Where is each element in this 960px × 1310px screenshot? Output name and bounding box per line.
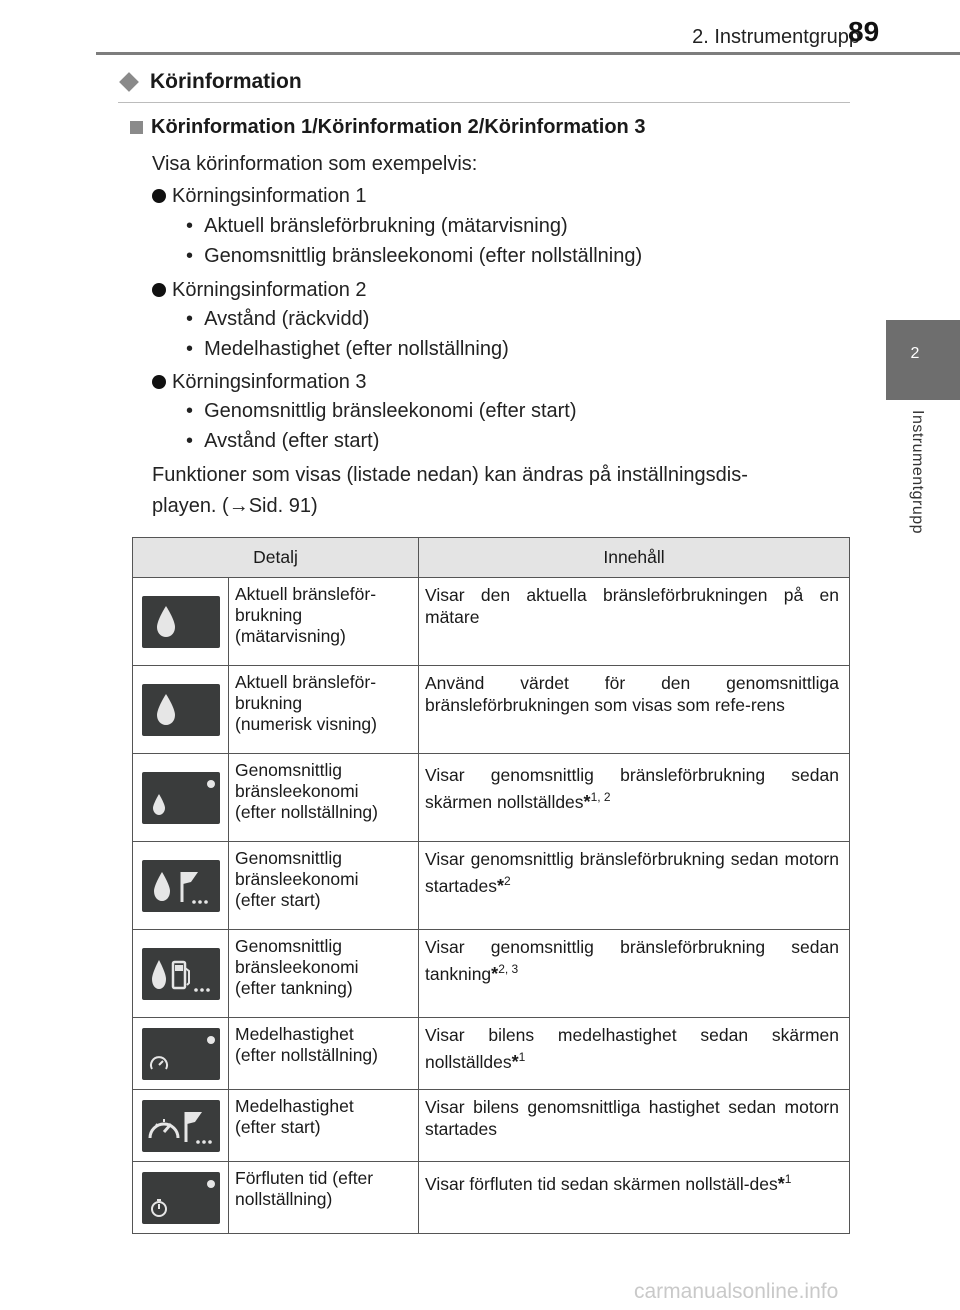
group-title: Körningsinformation 2 [172, 279, 367, 301]
footnote-asterisk: * [511, 1051, 519, 1072]
page-number: 89 [848, 16, 880, 47]
list-item: • Medelhastighet (efter nollställning) [186, 338, 509, 360]
fuel-drop-flag-icon [142, 860, 220, 912]
list-item-text: Medelhastighet (efter nollställning) [204, 338, 509, 360]
table-row [133, 754, 850, 842]
table-header-row [133, 538, 850, 578]
content-text: Visar den aktuella bränsleförbrukningen på en mätare [425, 585, 839, 627]
content-text: Visar genomsnittlig bränsleförbrukning sedan tankning [425, 937, 839, 984]
footnote-ref: 1 [518, 1050, 526, 1064]
list-item-text: Avstånd (räckvidd) [204, 308, 370, 330]
column-header-detalj: Detalj [133, 538, 419, 578]
detail-line: (mätarvisning) [235, 626, 346, 646]
footnote-ref: 2, 3 [498, 962, 519, 976]
list-item-text: Genomsnittlig bränsleekonomi (efter start) [204, 400, 577, 422]
footnote-asterisk: * [777, 1173, 785, 1194]
footnote-asterisk: * [491, 963, 499, 984]
list-item [152, 278, 367, 302]
detail-line: (efter start) [235, 1117, 321, 1137]
table-row [133, 1018, 850, 1090]
detail-line: Medelhastighet [235, 1024, 354, 1044]
footnote-ref: 2 [504, 874, 511, 888]
detail-line: (efter nollställning) [235, 802, 378, 822]
footnote-ref: 1, 2 [590, 790, 611, 804]
header-rule [96, 52, 960, 55]
bullet-dot-icon [152, 189, 166, 203]
detail-line: (efter nollställning) [235, 1045, 378, 1065]
watermark-text: carmanualsonline.info [634, 1280, 839, 1303]
detail-line: (efter tankning) [235, 978, 353, 998]
footnote-asterisk: * [496, 875, 504, 896]
note-line-1: Funktioner som visas (listade nedan) kan ändras på inställningsdis- [152, 464, 748, 486]
list-item: • Genomsnittlig bränsleekonomi (efter nollställning) [186, 245, 643, 267]
list-item: • Avstånd (räckvidd) [186, 308, 370, 330]
fuel-drop-meter-icon [142, 596, 220, 648]
footnote-ref: 1 [784, 1172, 792, 1186]
speedometer-reset-icon [142, 1028, 220, 1080]
table-row [133, 666, 850, 754]
group-title: Körningsinformation 1 [172, 185, 367, 207]
detail-line: Aktuell bränsleför- [235, 584, 377, 604]
note-line-2: playen. (→Sid. 91) [152, 495, 318, 517]
detail-line: Förfluten tid (efter [235, 1168, 374, 1188]
fuel-drop-pump-icon [142, 948, 220, 1000]
detail-line: (efter start) [235, 890, 321, 910]
detail-line: Aktuell bränsleför- [235, 672, 377, 692]
section-title [118, 70, 302, 94]
content-text: Visar genomsnittlig bränsleförbrukning sedan skärmen nollställdes [425, 765, 839, 812]
group-title: Körningsinformation 3 [172, 371, 367, 393]
content-text: Visar bilens genomsnittliga hastighet sedan motorn startades [425, 1097, 839, 1139]
column-header-innehall: Innehåll [419, 538, 850, 578]
list-item: • Aktuell bränsleförbrukning (mätarvisning) [186, 215, 568, 237]
content-text: Visar genomsnittlig bränsleförbrukning sedan motorn startades [425, 849, 839, 896]
table-row [133, 1162, 850, 1234]
section-rule [118, 102, 850, 103]
section-title-text: Körinformation [150, 70, 302, 93]
detail-line: bränsleekonomi [235, 781, 359, 801]
footnote-asterisk: * [583, 791, 591, 812]
speedometer-flag-icon [142, 1100, 220, 1152]
content-text: Visar förfluten tid sedan skärmen nollställ-des [425, 1173, 778, 1194]
stopwatch-reset-icon [142, 1172, 220, 1224]
detail-line: brukning [235, 605, 303, 625]
detail-line: brukning [235, 693, 303, 713]
content-text: Använd värdet för den genomsnittliga bränsleförbrukningen som visas som refe-rens [425, 673, 839, 715]
bullet-dot-icon [152, 375, 166, 389]
table-row [133, 930, 850, 1018]
intro-text: Visa körinformation som exempelvis: [152, 153, 478, 175]
fuel-drop-reset-icon [142, 772, 220, 824]
detail-line: Genomsnittlig [235, 760, 342, 780]
list-item: • Avstånd (efter start) [186, 430, 380, 452]
fuel-drop-numeric-icon [142, 684, 220, 736]
list-item: • Genomsnittlig bränsleekonomi (efter start) [186, 400, 577, 422]
detail-line: Genomsnittlig [235, 848, 342, 868]
chapter-tab-label: Instrumentgrupp [909, 410, 926, 535]
subsection-title [130, 116, 645, 139]
detail-line: bränsleekonomi [235, 869, 359, 889]
detail-line: Genomsnittlig [235, 936, 342, 956]
info-table [132, 537, 850, 1234]
detail-line: (numerisk visning) [235, 714, 377, 734]
square-bullet-icon [130, 121, 143, 134]
detail-line: bränsleekonomi [235, 957, 359, 977]
diamond-bullet-icon [119, 72, 139, 92]
list-item-text: Genomsnittlig bränsleekonomi (efter nollställning) [204, 245, 643, 267]
content-text: Visar bilens medelhastighet sedan skärmen nollställdes [425, 1025, 839, 1072]
page-header [0, 0, 960, 60]
chapter-tab-number: 2 [910, 345, 920, 362]
header-section-title: 2. Instrumentgrupp [692, 26, 860, 48]
detail-line: nollställning) [235, 1189, 333, 1209]
list-item-text: Aktuell bränsleförbrukning (mätarvisning) [204, 215, 568, 237]
list-item [152, 370, 367, 394]
list-item [152, 184, 367, 208]
detail-line: Medelhastighet [235, 1096, 354, 1116]
list-item-text: Avstånd (efter start) [204, 430, 380, 452]
subsection-title-text: Körinformation 1/Körinformation 2/Körinformation 3 [151, 116, 646, 138]
table-row [133, 1090, 850, 1162]
table-row [133, 578, 850, 666]
bullet-dot-icon [152, 283, 166, 297]
table-row [133, 842, 850, 930]
